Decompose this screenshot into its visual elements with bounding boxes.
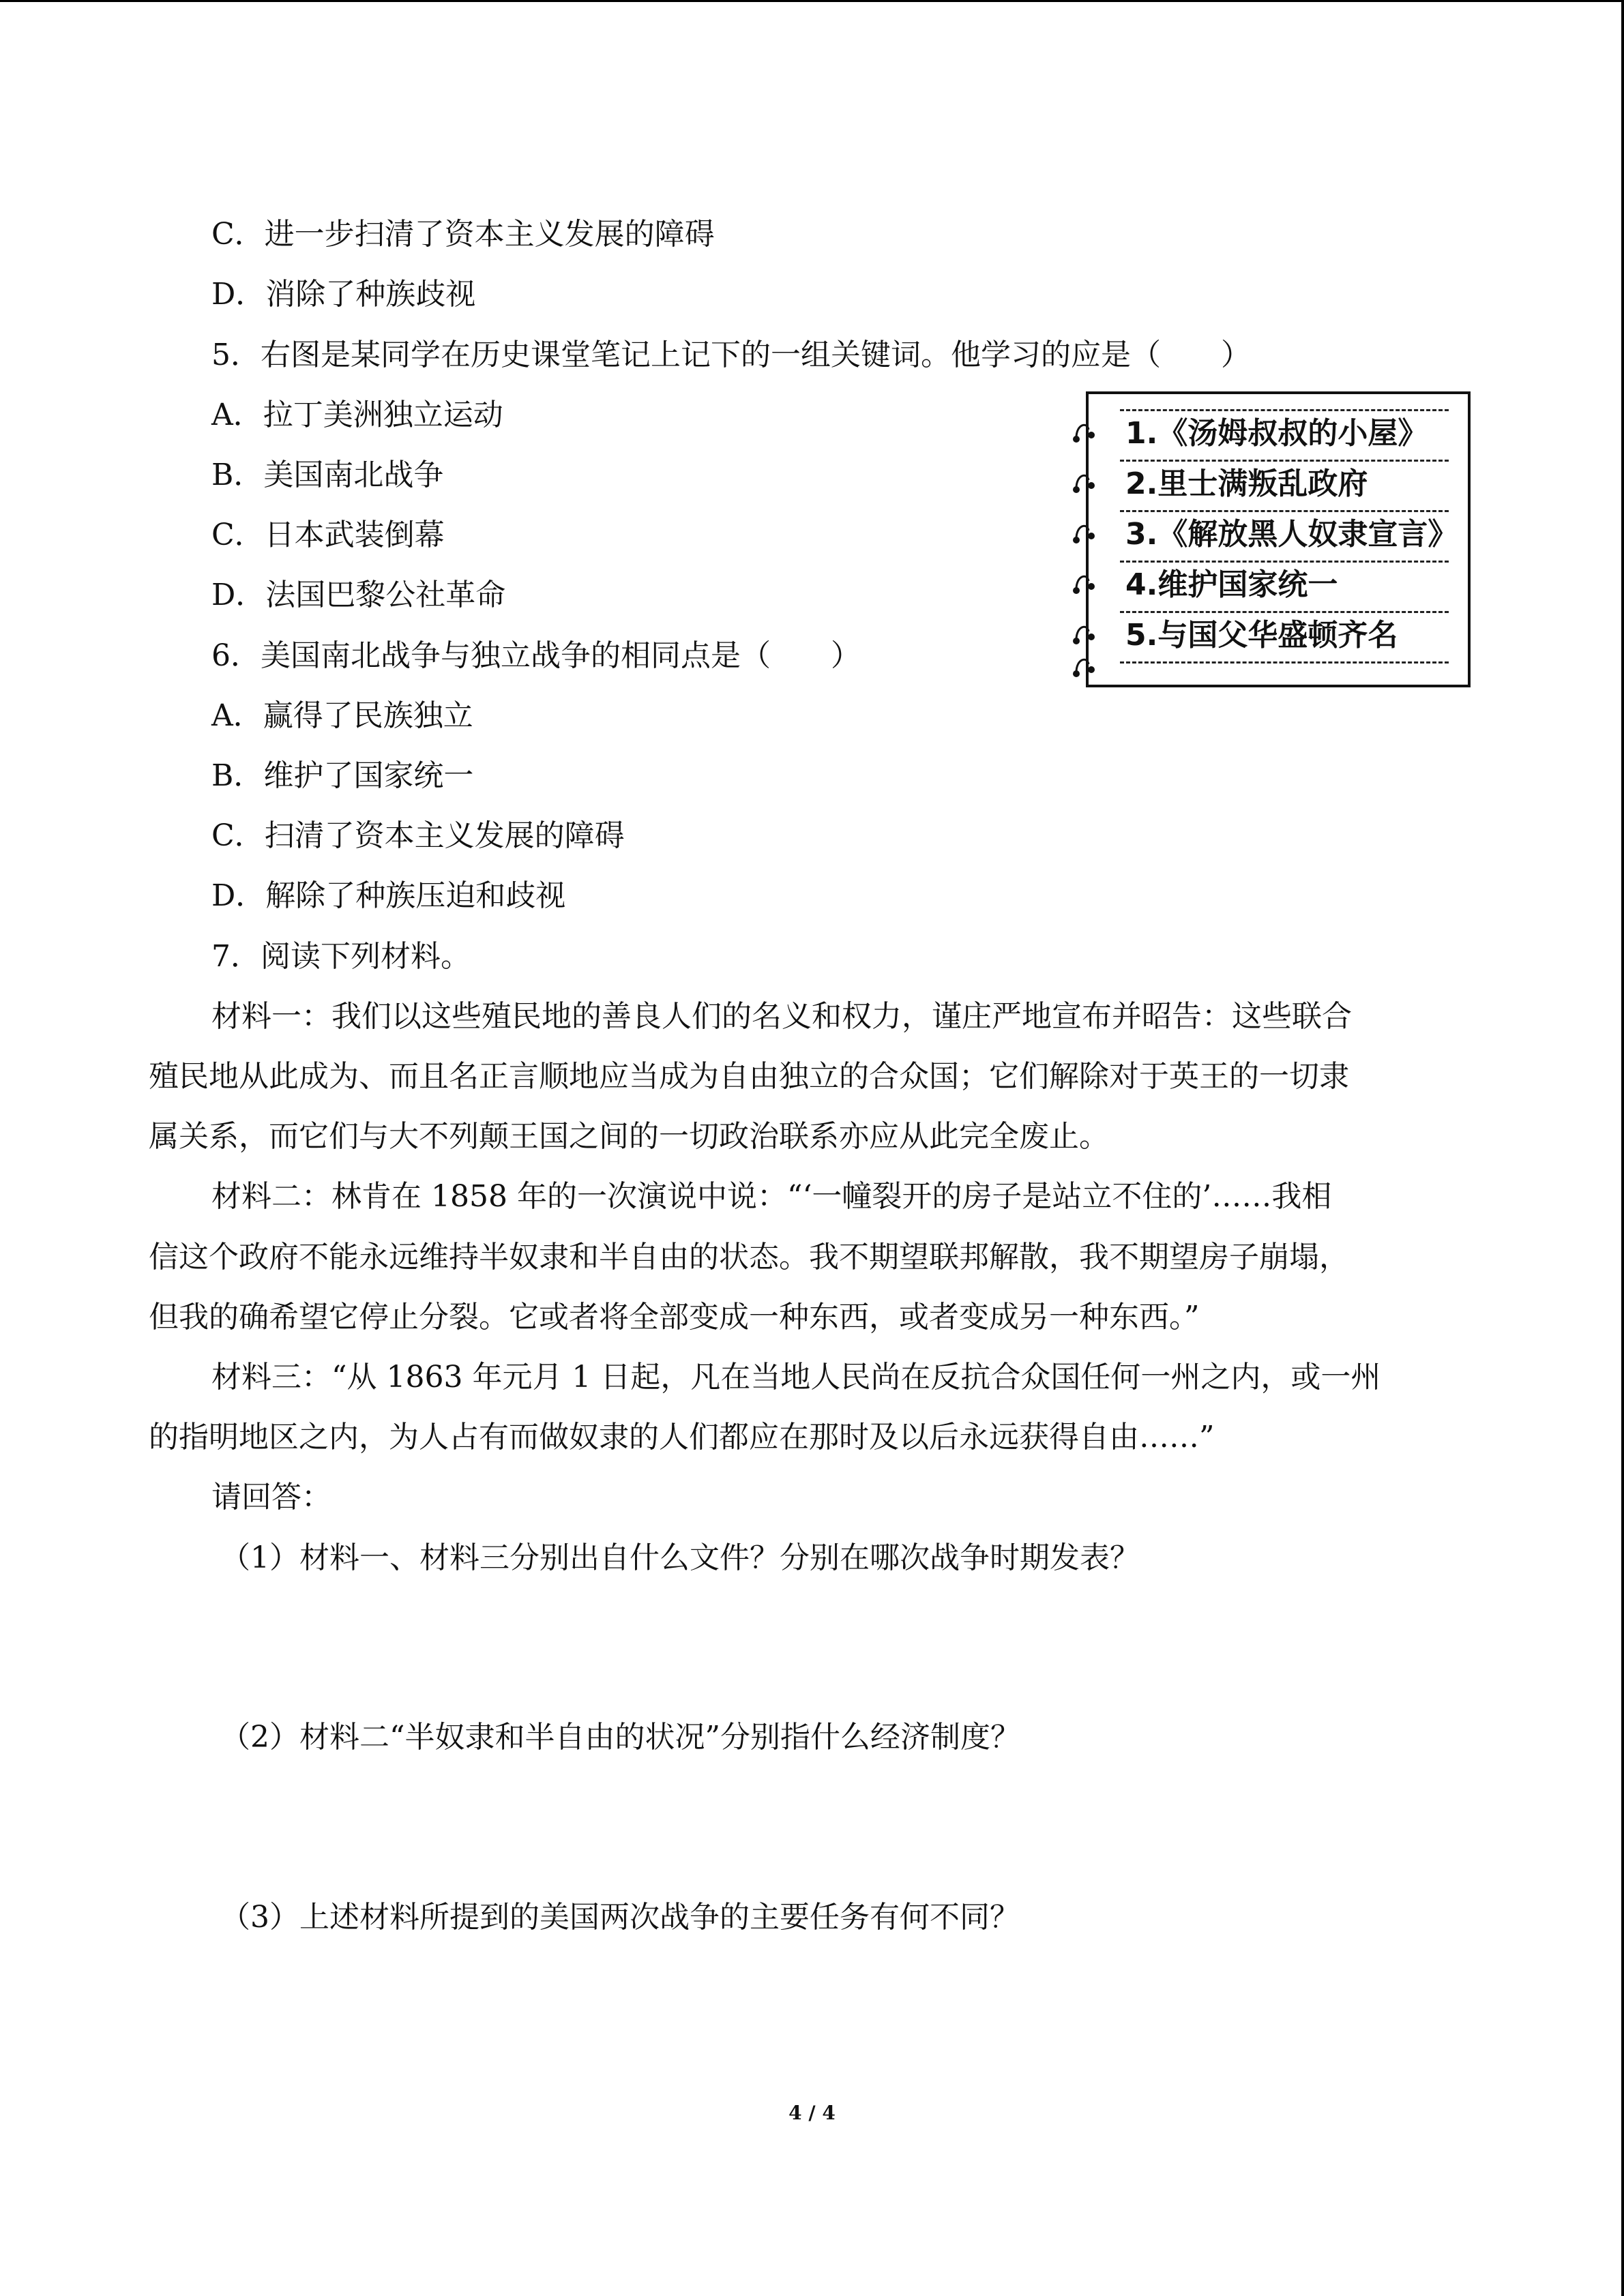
note-item-4: 4.维护国家统一 <box>1125 567 1338 602</box>
binder-ring-icon <box>1071 417 1098 445</box>
material-2-line-3: 但我的确希望它停止分裂。它或者将全部变成一种东西，或者变成另一种东西。” <box>149 1300 1200 1335</box>
material-3-line-1: 材料三：“从 1863 年元月 1 日起，凡在当地人民尚在反抗合众国任何一州之内，或一州 <box>211 1360 1381 1395</box>
material-2-line-1: 材料二：林肯在 1858 年的一次演说中说：“‘一幢裂开的房子是站立不住的’……我相 <box>211 1179 1332 1214</box>
binder-ring-icon <box>1071 569 1098 596</box>
q6-option-c: C．扫清了资本主义发展的障碍 <box>211 818 625 853</box>
q5-option-c: C．日本武装倒幕 <box>211 518 445 552</box>
option-5c-prev: C．进一步扫清了资本主义发展的障碍 <box>211 217 715 252</box>
note-item-2: 2.里士满叛乱政府 <box>1125 466 1368 501</box>
subquestion-1: （1）材料一、材料三分别出自什么文件？分别在哪次战争时期发表？ <box>220 1540 1140 1575</box>
note-item-1: 1.《汤姆叔叔的小屋》 <box>1125 416 1428 451</box>
binder-ring-icon <box>1071 619 1098 646</box>
subquestion-3: （3）上述材料所提到的美国两次战争的主要任务有何不同？ <box>220 1900 1020 1935</box>
page-number: 4 / 4 <box>788 2102 836 2124</box>
page-top-border <box>0 0 1624 2</box>
answer-prompt: 请回答： <box>211 1480 331 1515</box>
q5-option-a: A．拉丁美洲独立运动 <box>211 398 503 432</box>
note-rule <box>1120 661 1449 664</box>
q5-option-b: B．美国南北战争 <box>211 458 444 492</box>
note-item-3: 3.《解放黑人奴隶宣言》 <box>1125 517 1458 552</box>
material-3-line-2: 的指明地区之内，为人占有而做奴隶的人们都应在那时及以后永远获得自由……” <box>149 1420 1215 1455</box>
note-rule <box>1120 611 1449 613</box>
note-rule <box>1120 510 1449 512</box>
binder-ring-icon <box>1071 652 1098 679</box>
binder-ring-icon <box>1071 518 1098 546</box>
question-5: 5．右图是某同学在历史课堂笔记上记下的一组关键词。他学习的应是（ ） <box>211 338 1251 372</box>
notebook-keywords-box <box>1086 391 1471 687</box>
page-right-border <box>1621 0 1624 2296</box>
q6-option-b: B．维护了国家统一 <box>211 758 474 793</box>
question-6: 6．美国南北战争与独立战争的相同点是（ ） <box>211 638 861 673</box>
q5-option-d: D．法国巴黎公社革命 <box>211 578 506 612</box>
option-d-prev: D．消除了种族歧视 <box>211 277 476 312</box>
material-1-line-1: 材料一：我们以这些殖民地的善良人们的名义和权力，谨庄严地宣布并昭告：这些联合 <box>211 999 1352 1034</box>
binder-ring-icon <box>1071 468 1098 495</box>
note-rule <box>1120 561 1449 563</box>
q6-option-d: D．解除了种族压迫和歧视 <box>211 878 566 913</box>
note-item-5: 5.与国父华盛顿齐名 <box>1125 618 1398 653</box>
material-2-line-2: 信这个政府不能永远维持半奴隶和半自由的状态。我不期望联邦解散，我不期望房子崩塌， <box>149 1240 1349 1274</box>
note-rule <box>1120 460 1449 462</box>
material-1-line-2: 殖民地从此成为、而且名正言顺地应当成为自由独立的合众国；它们解除对于英王的一切隶 <box>149 1059 1349 1094</box>
note-rule <box>1120 409 1449 411</box>
material-1-line-3: 属关系，而它们与大不列颠王国之间的一切政治联系亦应从此完全废止。 <box>149 1119 1109 1154</box>
question-7: 7．阅读下列材料。 <box>211 939 471 974</box>
subquestion-2: （2）材料二“半奴隶和半自由的状况”分别指什么经济制度？ <box>220 1720 1020 1755</box>
q6-option-a: A．赢得了民族独立 <box>211 698 473 733</box>
